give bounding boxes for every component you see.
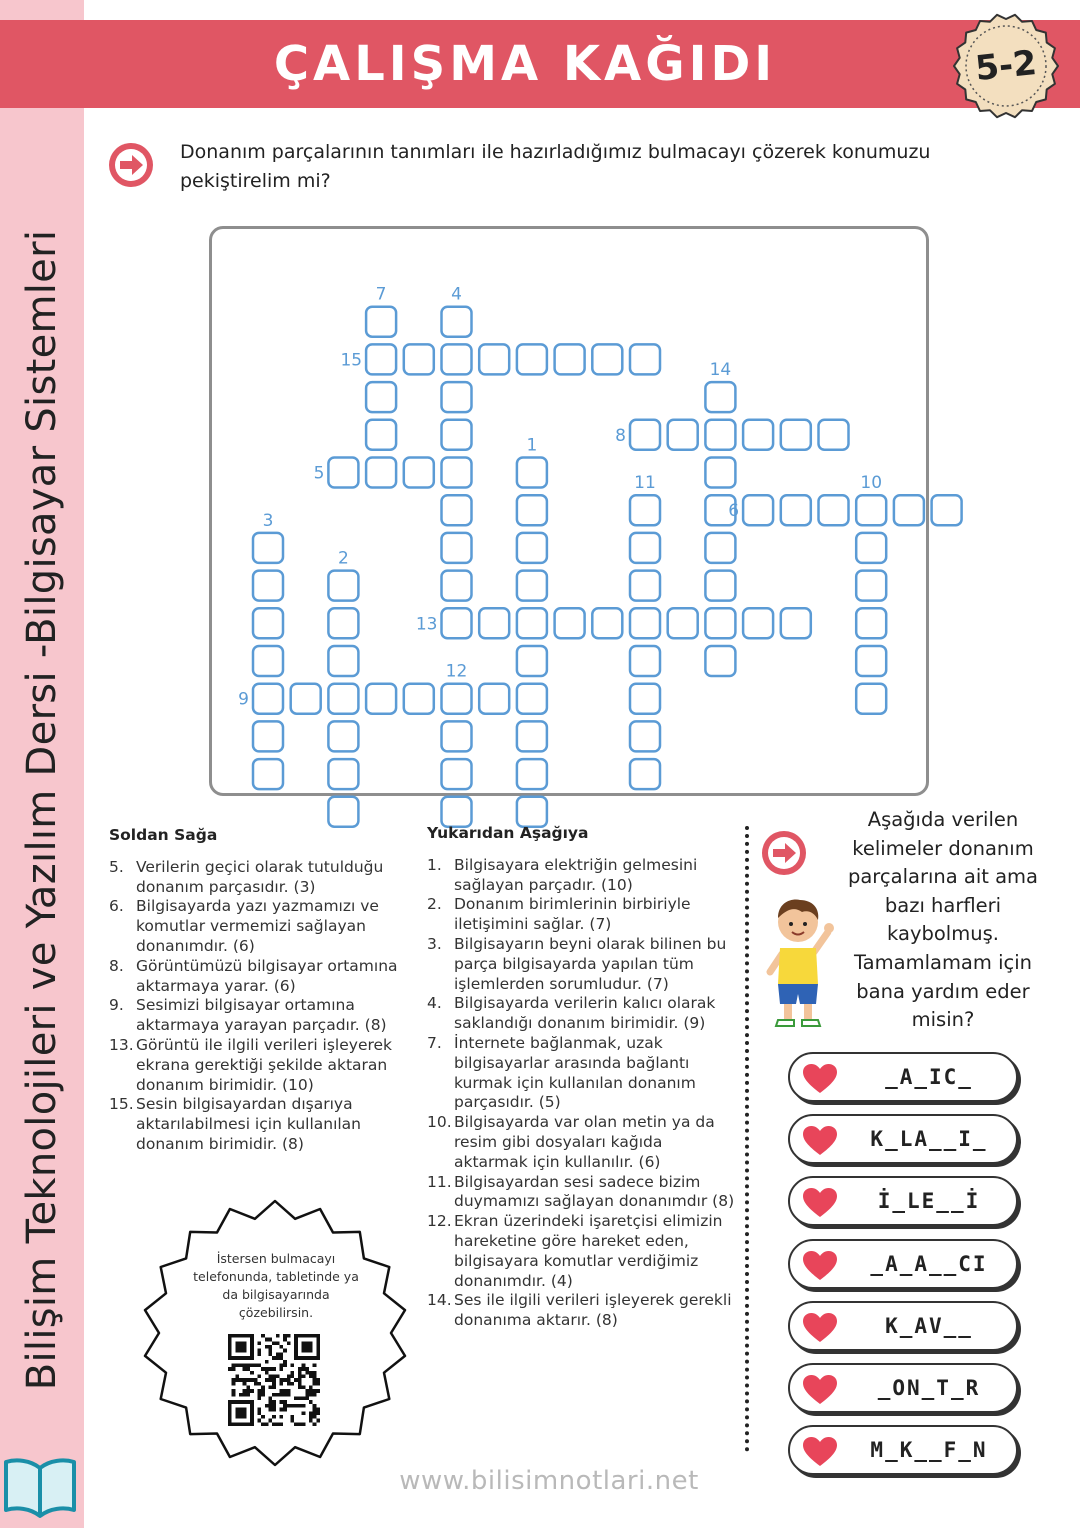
crossword-cell[interactable] (328, 684, 358, 714)
clue-number: 1. (427, 855, 442, 874)
crossword-cell[interactable] (743, 608, 773, 638)
crossword-cell[interactable] (366, 307, 396, 337)
crossword-cell[interactable] (705, 646, 735, 676)
crossword-cell[interactable] (630, 344, 660, 374)
crossword-cell[interactable] (819, 495, 849, 525)
clue-number: 8. (109, 956, 124, 975)
word-puzzle-text: K_LA__I_ (870, 1127, 988, 1151)
crossword-cell[interactable] (517, 495, 547, 525)
down-heading: Yukarıdan Aşağıya (427, 824, 589, 842)
clue-number-1: 1 (526, 435, 538, 456)
crossword-cell[interactable] (253, 646, 283, 676)
crossword-cell[interactable] (894, 495, 924, 525)
clue-number-13: 13 (415, 614, 438, 635)
across-clues (109, 826, 401, 1155)
clue-number-3: 3 (262, 510, 274, 531)
clue-text: Bilgisayarda yazı yazmamızı ve komutlar vermemizi sağlayan donanımdır. (6) (136, 897, 379, 955)
clue-text: Bilgisayara elektriğin gelmesini sağlayan parçadır. (10) (454, 855, 698, 894)
crossword-cell[interactable] (856, 608, 886, 638)
crossword-cell[interactable] (404, 684, 434, 714)
word-puzzle-text: _A_IC_ (885, 1065, 973, 1089)
across-heading: Soldan Sağa (109, 826, 218, 844)
clue-number: 3. (427, 934, 442, 953)
crossword-cell[interactable] (517, 759, 547, 789)
crossword-cell[interactable] (781, 495, 811, 525)
clue-number: 5. (109, 857, 124, 876)
crossword-cell[interactable] (705, 571, 735, 601)
heart-icon (802, 1436, 838, 1468)
crossword-cell[interactable] (442, 495, 472, 525)
clue-number: 14. (427, 1291, 452, 1310)
clue-text: Bilgisayarda verilerin kalıcı olarak saklandığı donanım birimidir. (9) (454, 994, 716, 1033)
crossword-cell[interactable] (442, 344, 472, 374)
intro-text: Donanım parçalarının tanımları ile hazırladığımız bulmacayı çözerek konumuzu pekiştirelim mi? (180, 141, 931, 192)
crossword-cell[interactable] (291, 684, 321, 714)
clue-number: 13. (109, 1035, 134, 1054)
missing-letter-word[interactable] (788, 1239, 1018, 1289)
clue-number: 4. (427, 994, 442, 1013)
word-puzzle-text: K_AV__ (885, 1314, 973, 1338)
crossword-cell[interactable] (253, 684, 283, 714)
crossword-cell[interactable] (630, 721, 660, 751)
heart-icon (802, 1187, 838, 1219)
crossword-cell[interactable] (442, 571, 472, 601)
crossword-cell[interactable] (253, 721, 283, 751)
word-puzzle-text: _ON_T_R (877, 1376, 981, 1400)
crossword-cell[interactable] (253, 571, 283, 601)
crossword-cell[interactable] (630, 495, 660, 525)
down-clues (427, 824, 737, 1331)
dotted-divider (745, 826, 749, 1452)
crossword-cell[interactable] (630, 759, 660, 789)
clue-number-8: 8 (615, 425, 626, 446)
clue-text: Verilerin geçici olarak tutulduğu donanım parçasıdır. (3) (136, 857, 384, 896)
crossword-cell[interactable] (328, 797, 358, 827)
arrow-right-icon (108, 142, 154, 188)
down-clue (427, 994, 737, 1034)
heart-icon (802, 1125, 838, 1157)
clue-text: Sesin bilgisayardan dışarıya aktarılabilmesi için kullanılan donanım birimidir. (8) (136, 1095, 362, 1153)
crossword-cell[interactable] (328, 721, 358, 751)
crossword-cell[interactable] (630, 571, 660, 601)
crossword-cell[interactable] (517, 571, 547, 601)
crossword-cell[interactable] (856, 533, 886, 563)
clue-number: 15. (109, 1095, 134, 1114)
clue-number: 9. (109, 996, 124, 1015)
clue-number-9: 9 (238, 689, 249, 710)
clue-number-2: 2 (337, 548, 349, 569)
clue-number: 11. (427, 1172, 452, 1191)
word-puzzle-text: İ_LE__İ (877, 1189, 981, 1213)
crossword-cell[interactable] (819, 420, 849, 450)
worksheet-number-badge: 5-2 (973, 42, 1039, 90)
clue-number-7: 7 (375, 284, 387, 305)
qr-instruction-text: İstersen bulmacayı telefonunda, tabletinde ya da bilgisayarında çözebilirsin. (193, 1251, 359, 1320)
page-title: ÇALIŞMA KAĞIDI (273, 36, 777, 92)
crossword-cell[interactable] (517, 608, 547, 638)
clue-text: Bilgisayardan sesi sadece bizim duymamızı sağlayan donanımdır (8) (454, 1172, 735, 1211)
crossword-cell[interactable] (517, 721, 547, 751)
missing-letter-word[interactable] (788, 1052, 1018, 1102)
crossword-cell[interactable] (705, 420, 735, 450)
crossword-cell[interactable] (555, 608, 585, 638)
crossword-cell[interactable] (479, 344, 509, 374)
crossword-cell[interactable] (442, 721, 472, 751)
sidebar-title: Bilişim Teknolojileri ve Yazılım Dersi -Bilgisayar Sistemleri (19, 229, 65, 1391)
crossword-cell[interactable] (856, 684, 886, 714)
heart-icon (802, 1312, 838, 1344)
crossword-cell[interactable] (517, 646, 547, 676)
clue-text: Sesimizi bilgisayar ortamına aktarmaya yarayan parçadır. (8) (136, 996, 387, 1035)
crossword-cell[interactable] (366, 344, 396, 374)
crossword-cell[interactable] (442, 797, 472, 827)
crossword-cell[interactable] (442, 684, 472, 714)
crossword-cell[interactable] (932, 495, 962, 525)
starburst-badge (140, 1198, 410, 1468)
crossword-cell[interactable] (442, 759, 472, 789)
footer-website: www.bilisimnotlari.net (399, 1466, 699, 1496)
crossword-cell[interactable] (555, 344, 585, 374)
missing-letter-word[interactable] (788, 1114, 1018, 1164)
missing-letter-word[interactable] (788, 1363, 1018, 1413)
crossword-cell[interactable] (743, 495, 773, 525)
crossword-cell[interactable] (630, 608, 660, 638)
crossword-cell[interactable] (705, 533, 735, 563)
word-puzzle-text: M_K__F_N (870, 1438, 988, 1462)
crossword-cell[interactable] (442, 533, 472, 563)
clue-text: Görüntü ile ilgili verileri işleyerek ekrana gerektiği şekilde aktaran donanım birimidir. (10) (136, 1035, 393, 1094)
clue-text: Ekran üzerindeki işaretçisi elimizin hareketine göre hareket eden, bilgisayara komutlar verdiğimiz donanımdır. (4) (454, 1212, 723, 1290)
crossword-cell[interactable] (592, 608, 622, 638)
down-clue (427, 1212, 737, 1291)
clue-text: İnternete bağlanmak, uzak bilgisayarlar arasında bağlantı kurmak için kullanılan donanım parçasıdır. (5) (454, 1033, 696, 1112)
across-clue (109, 858, 401, 898)
crossword-cell[interactable] (856, 495, 886, 525)
crossword-cell[interactable] (630, 646, 660, 676)
crossword-cell[interactable] (404, 344, 434, 374)
crossword-cell[interactable] (253, 608, 283, 638)
qr-code-icon[interactable] (228, 1334, 320, 1426)
crossword-cell[interactable] (517, 684, 547, 714)
clue-number-10: 10 (860, 473, 883, 494)
across-clue (109, 1095, 401, 1154)
crossword-cell[interactable] (592, 344, 622, 374)
clue-number-14: 14 (709, 360, 732, 381)
clue-text: Bilgisayarın beyni olarak bilinen bu parça bilgisayarda yapılan tüm işlemlerden sorumludur. (7) (454, 934, 727, 993)
crossword-cell[interactable] (479, 684, 509, 714)
crossword-cell[interactable] (781, 608, 811, 638)
heart-icon (802, 1374, 838, 1406)
arrow-right-icon (761, 830, 807, 876)
clue-text: Donanım birimlerinin birbiriyle iletişimini sağlar. (7) (454, 895, 691, 934)
down-clue (427, 935, 737, 994)
kid-illustration (756, 892, 840, 1032)
crossword-cell[interactable] (328, 646, 358, 676)
crossword-cell[interactable] (705, 608, 735, 638)
crossword-cell[interactable] (705, 458, 735, 488)
missing-letter-word[interactable] (788, 1301, 1018, 1351)
clue-number: 12. (427, 1212, 452, 1231)
clue-number-5: 5 (313, 463, 325, 484)
word-puzzle-text: _A_A__CI (870, 1252, 988, 1276)
crossword-cell[interactable] (442, 420, 472, 450)
crossword-cell[interactable] (253, 759, 283, 789)
down-clue (427, 1113, 737, 1172)
clue-number-4: 4 (451, 284, 462, 305)
clue-number: 6. (109, 897, 124, 916)
crossword-cell[interactable] (517, 458, 547, 488)
across-clue (109, 1036, 401, 1095)
crossword-cell[interactable] (253, 533, 283, 563)
crossword-cell[interactable] (517, 344, 547, 374)
crossword-cell[interactable] (781, 420, 811, 450)
crossword-cell[interactable] (630, 533, 660, 563)
crossword-cell[interactable] (479, 608, 509, 638)
across-clue (109, 957, 401, 997)
clue-text: Görüntümüzü bilgisayar ortamına aktarmaya yarar. (6) (136, 956, 398, 995)
clue-number-12: 12 (445, 661, 468, 682)
missing-letter-word[interactable] (788, 1176, 1018, 1226)
clue-number-15: 15 (340, 350, 363, 371)
clue-number-11: 11 (634, 473, 656, 494)
crossword-cell[interactable] (442, 608, 472, 638)
crossword-cell[interactable] (404, 458, 434, 488)
down-clue (427, 856, 737, 896)
crossword-cell[interactable] (328, 458, 358, 488)
crossword-cell[interactable] (705, 382, 735, 412)
crossword-cell[interactable] (328, 759, 358, 789)
crossword-cell[interactable] (366, 420, 396, 450)
down-clue (427, 895, 737, 935)
clue-number: 10. (427, 1113, 452, 1132)
crossword-cell[interactable] (856, 571, 886, 601)
crossword-cell[interactable] (630, 684, 660, 714)
down-clue (427, 1173, 737, 1213)
crossword-cell[interactable] (856, 646, 886, 676)
crossword-cell[interactable] (668, 420, 698, 450)
down-clue (427, 1034, 737, 1113)
crossword-cell[interactable] (517, 533, 547, 563)
heart-icon (802, 1250, 838, 1282)
clue-text: Bilgisayarda var olan metin ya da resim gibi dosyaları kağıda aktarmak için kullanılır. (6) (454, 1113, 715, 1171)
crossword-cell[interactable] (328, 608, 358, 638)
across-clue (109, 996, 401, 1036)
crossword-cell[interactable] (668, 608, 698, 638)
crossword-cell[interactable] (743, 420, 773, 450)
crossword-cell[interactable] (328, 571, 358, 601)
crossword-cell[interactable] (366, 458, 396, 488)
crossword-cell[interactable] (366, 382, 396, 412)
clue-number-6: 6 (728, 501, 740, 522)
heart-icon (802, 1063, 838, 1095)
crossword-cell[interactable] (630, 420, 660, 450)
helper-text: Aşağıda verilen kelimeler donanım parçalarına ait ama bazı harfleri kaybolmuş. Tamamlamam için bana yardım eder misin? (847, 808, 1038, 1032)
down-clue (427, 1291, 737, 1331)
clue-number: 2. (427, 895, 442, 914)
crossword-cell[interactable] (517, 797, 547, 827)
clue-number: 7. (427, 1033, 442, 1052)
crossword-cell[interactable] (442, 458, 472, 488)
across-clue (109, 897, 401, 956)
clue-text: Ses ile ilgili verileri işleyerek gerekli donanıma aktarır. (8) (454, 1291, 732, 1330)
crossword-cell[interactable] (705, 495, 735, 525)
crossword-cell[interactable] (442, 382, 472, 412)
crossword-cell[interactable] (442, 307, 472, 337)
crossword-cell[interactable] (366, 684, 396, 714)
